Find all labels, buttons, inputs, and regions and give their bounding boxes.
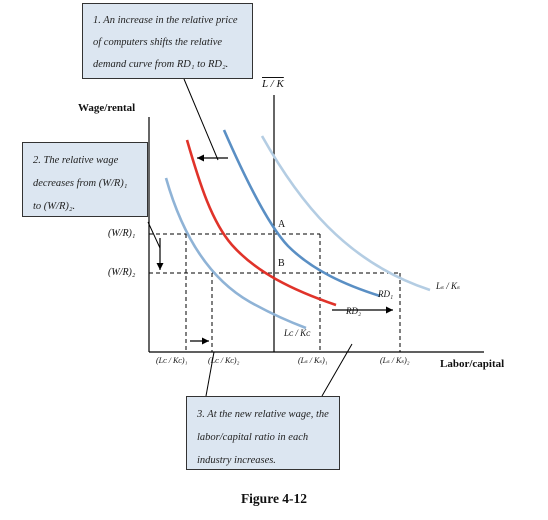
- lc-kc-label: Lᴄ / Kᴄ: [284, 328, 311, 338]
- callout-labor-capital: [186, 396, 340, 470]
- x-axis-label: Labor/capital: [440, 358, 505, 370]
- x-tick-ls2: (Lₛ / Kₛ)₂: [380, 356, 410, 365]
- x-tick-lc1: (Lᴄ / Kᴄ)₁: [156, 356, 188, 365]
- figure-caption: Figure 4-12: [240, 491, 308, 506]
- ls-ks-label: Lₛ / Kₛ: [436, 281, 461, 291]
- callout-text: 3. At the new relative wage, the labor/capital ratio in each industry increases.: [197, 409, 329, 466]
- callout2-pointer: [148, 222, 160, 248]
- point-a-label: A: [278, 219, 286, 230]
- rd2-label: RD₂: [346, 306, 362, 316]
- wr2-label: (W/R)₂: [108, 267, 136, 278]
- rd1-curve: [224, 130, 380, 296]
- callout-relative-wage: [22, 142, 148, 217]
- wr1-label: (W/R)₁: [108, 228, 136, 239]
- rd1-label: RD₁: [378, 289, 394, 299]
- lc-kc-curve: [166, 178, 306, 328]
- ls-ks-curve: [262, 136, 430, 290]
- point-b-label: B: [278, 258, 285, 269]
- callout-text: 2. The relative wage decreases from (W/R)₁ to (W/R)₂.: [33, 155, 128, 212]
- callout-relative-price: [82, 3, 253, 79]
- x-tick-lc2: (Lᴄ / Kᴄ)₂: [208, 356, 240, 365]
- callout-text: 1. An increase in the relative price of computers shifts the relative demand curve from RD₁ to RD₂.: [93, 15, 238, 70]
- endowment-label: L / K: [262, 78, 284, 90]
- y-axis-label: Wage/rental: [78, 102, 136, 114]
- rd2-curve: [187, 140, 336, 305]
- x-tick-ls1: (Lₛ / Kₛ)₁: [298, 356, 328, 365]
